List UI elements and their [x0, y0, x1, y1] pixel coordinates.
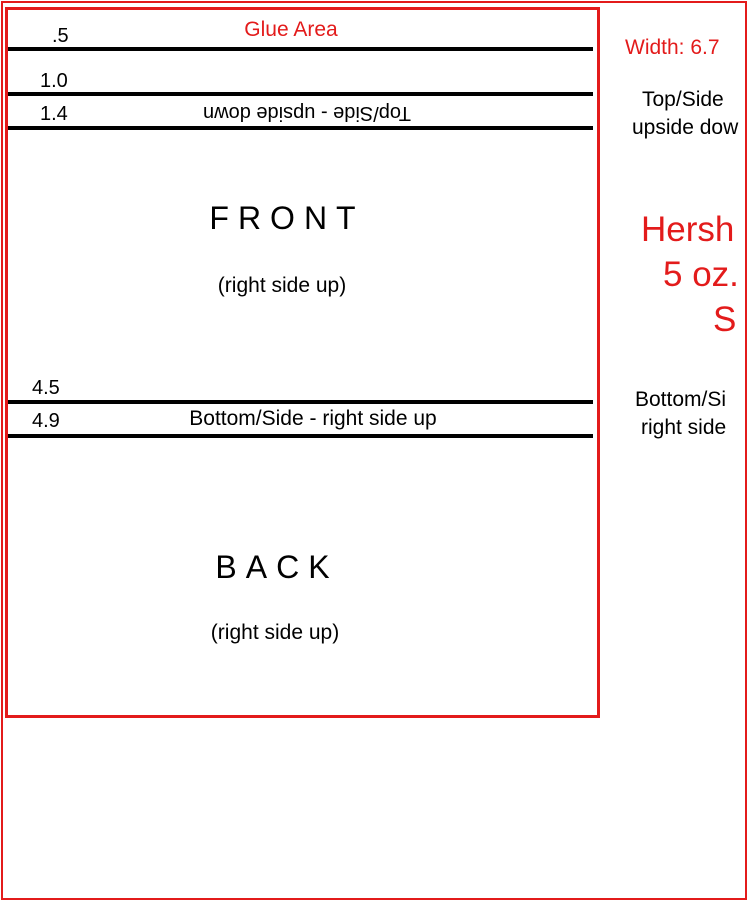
fold-line-4-5 [8, 400, 593, 404]
glue-area-label: Glue Area [244, 18, 338, 41]
fold-line-0-5 [8, 47, 593, 51]
measurement-1-4: 1.4 [40, 103, 68, 125]
back-subtitle: (right side up) [210, 621, 340, 644]
measurement-4-5: 4.5 [32, 377, 60, 399]
top-side-label: Top/Side - upside down [203, 102, 411, 124]
bottom-side-note-line1: Bottom/Si [635, 388, 727, 411]
product-name-line3: S [713, 300, 737, 339]
top-side-note-line2: upside dow [632, 116, 739, 139]
fold-line-1-0 [8, 92, 593, 96]
bottom-side-label: Bottom/Side - right side up [189, 407, 437, 430]
product-name-line1: Hersh [641, 210, 735, 249]
product-name-line2: 5 oz. [663, 255, 739, 294]
fold-line-4-9 [8, 434, 593, 438]
fold-line-1-4 [8, 126, 593, 130]
front-title: FRONT [209, 200, 365, 236]
measurement-0-5: .5 [52, 25, 69, 47]
measurement-4-9: 4.9 [32, 410, 60, 432]
width-label: Width: 6.7 [625, 36, 720, 59]
bottom-side-note-line2: right side [641, 416, 727, 439]
front-subtitle: (right side up) [217, 274, 347, 297]
back-title: BACK [215, 549, 339, 585]
top-side-note-line1: Top/Side [642, 88, 724, 111]
measurement-1-0: 1.0 [40, 70, 68, 92]
